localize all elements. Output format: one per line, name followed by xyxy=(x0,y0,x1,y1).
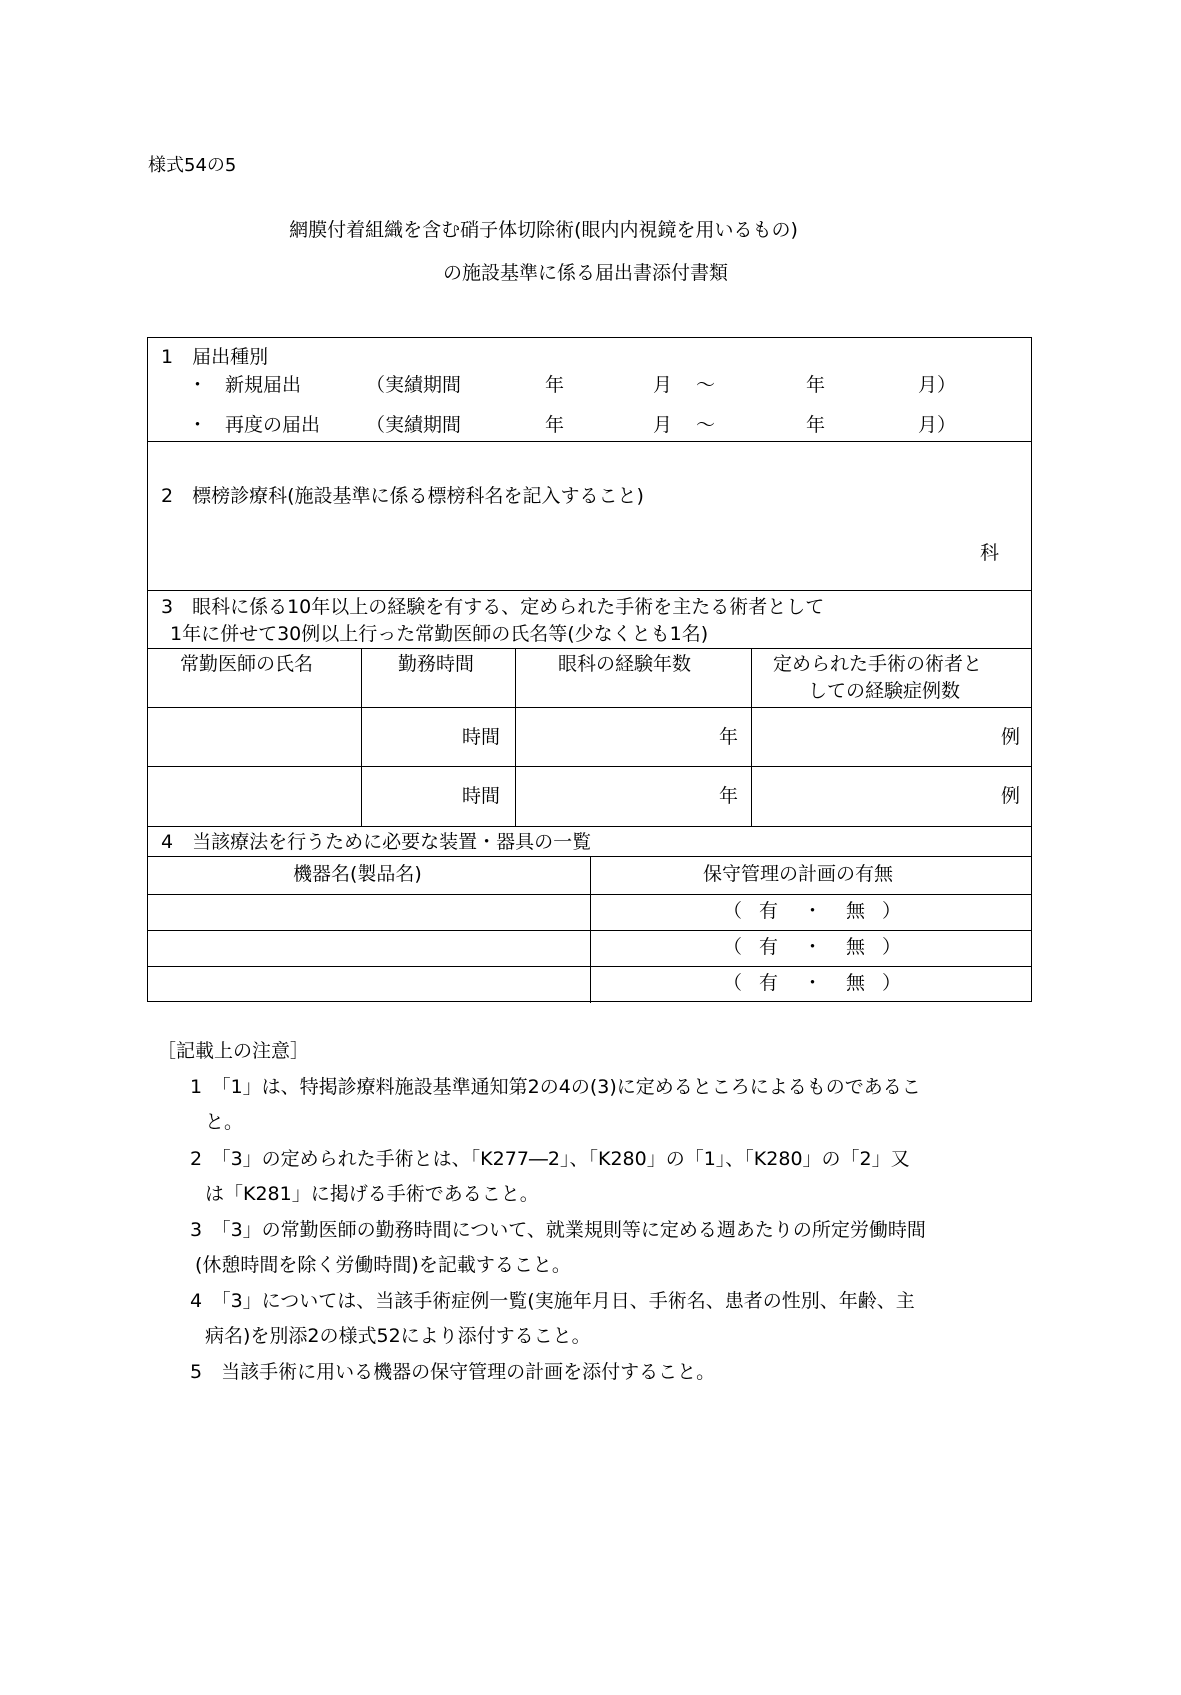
section3-label-line1: 3 眼科に係る10年以上の経験を有する、定められた手術を主たる術者として xyxy=(161,596,825,618)
column-header-surgeon-cases-line2: しての経験症例数 xyxy=(808,680,961,702)
section1-label: 1 届出種別 xyxy=(161,346,269,368)
paren-open: （ xyxy=(723,972,743,994)
form-id: 様式54の5 xyxy=(148,155,237,176)
hours-unit: 時間 xyxy=(462,785,501,807)
separator-dot: ・ xyxy=(803,900,823,922)
title-line2-text: の施設基準に係る届出書添付書類 xyxy=(442,262,728,284)
year-unit: 年 xyxy=(545,374,565,396)
bullet: ・ xyxy=(188,374,208,396)
divider xyxy=(148,766,1031,767)
divider xyxy=(515,648,516,826)
notes-heading: ［記載上の注意］ xyxy=(157,1040,310,1062)
department-suffix: 科 xyxy=(980,542,1000,564)
column-header-surgeon-cases: 定められた手術の術者と xyxy=(773,653,983,675)
option-no[interactable]: 無 xyxy=(846,936,866,958)
month-unit: 月 xyxy=(653,414,673,436)
column-header-work-hours: 勤務時間 xyxy=(398,653,475,675)
paren-close: ） xyxy=(882,936,902,958)
title-line1-text: 網膜付着組織を含む硝子体切除術(眼内内視鏡を用いるもの) xyxy=(289,219,798,241)
note-line: 1 「1」は、特掲診療料施設基準通知第2の4の(3)に定めるところによるものであるこ xyxy=(190,1076,921,1098)
device-name-field[interactable] xyxy=(158,934,578,962)
divider xyxy=(148,441,1031,442)
separator-dot: ・ xyxy=(803,972,823,994)
divider xyxy=(751,648,752,826)
note-line: (休憩時間を除く労働時間)を記載すること。 xyxy=(195,1254,571,1276)
year-unit: 年 xyxy=(806,414,826,436)
option-no[interactable]: 無 xyxy=(846,972,866,994)
column-header-ophthalmology-years: 眼科の経験年数 xyxy=(558,653,692,675)
paren-open: （ xyxy=(723,900,743,922)
years-unit: 年 xyxy=(719,726,739,748)
divider xyxy=(361,648,362,826)
document-title-line2 xyxy=(0,264,1181,283)
note-line: 2 「3」の定められた手術とは、「K277―2」、「K280」の「1」、「K280」の「2」又 xyxy=(190,1148,910,1170)
separator-dot: ・ xyxy=(803,936,823,958)
cases-unit: 例 xyxy=(1001,726,1021,748)
device-name-field[interactable] xyxy=(158,898,578,926)
doctor-name-field[interactable] xyxy=(166,777,346,817)
section2-label: 2 標榜診療科(施設基準に係る標榜科名を記入すること) xyxy=(161,485,644,507)
section3-label-line2: 1年に併せて30例以上行った常勤医師の氏名等(少なくとも1名) xyxy=(170,623,709,645)
divider xyxy=(590,856,591,1003)
year-unit: 年 xyxy=(806,374,826,396)
divider xyxy=(148,590,1031,591)
paren-close: ） xyxy=(882,900,902,922)
option-no[interactable]: 無 xyxy=(846,900,866,922)
years-unit: 年 xyxy=(719,785,739,807)
note-line: 5 当該手術に用いる機器の保守管理の計画を添付すること。 xyxy=(190,1361,716,1383)
filing-type: 再度の届出 xyxy=(225,414,321,436)
document-title-line1 xyxy=(0,221,1181,240)
tilde: ～ xyxy=(696,414,716,436)
month-unit: 月） xyxy=(918,374,957,396)
note-line: は「K281」に掲げる手術であること。 xyxy=(205,1183,539,1205)
month-unit: 月 xyxy=(653,374,673,396)
year-unit: 年 xyxy=(545,414,565,436)
device-name-field[interactable] xyxy=(158,970,578,998)
note-line: と。 xyxy=(205,1111,244,1133)
doctor-name-field[interactable] xyxy=(166,718,346,758)
hours-unit: 時間 xyxy=(462,726,501,748)
application-form-table xyxy=(147,337,1032,1002)
note-line: 病名)を別添2の様式52により添付すること。 xyxy=(205,1325,591,1347)
section4-label: 4 当該療法を行うために必要な装置・器具の一覧 xyxy=(161,831,592,853)
paren-close: ） xyxy=(882,972,902,994)
filing-type: 新規届出 xyxy=(225,374,302,396)
column-header-device-name: 機器名(製品名) xyxy=(293,863,422,885)
period-label: （実績期間 xyxy=(366,414,462,436)
divider xyxy=(148,826,1031,827)
note-line: 3 「3」の常勤医師の勤務時間について、就業規則等に定める週あたりの所定労働時間 xyxy=(190,1219,926,1241)
column-header-maintenance-plan: 保守管理の計画の有無 xyxy=(703,863,894,885)
divider xyxy=(148,707,1031,708)
option-yes[interactable]: 有 xyxy=(759,900,779,922)
month-unit: 月） xyxy=(918,414,957,436)
cases-unit: 例 xyxy=(1001,785,1021,807)
column-header-doctor-name: 常勤医師の氏名 xyxy=(180,653,314,675)
period-label: （実績期間 xyxy=(366,374,462,396)
option-yes[interactable]: 有 xyxy=(759,972,779,994)
paren-open: （ xyxy=(723,936,743,958)
divider xyxy=(148,648,1031,649)
note-line: 4 「3」については、当該手術症例一覧(実施年月日、手術名、患者の性別、年齢、主 xyxy=(190,1290,915,1312)
bullet: ・ xyxy=(188,414,208,436)
option-yes[interactable]: 有 xyxy=(759,936,779,958)
tilde: ～ xyxy=(696,374,716,396)
